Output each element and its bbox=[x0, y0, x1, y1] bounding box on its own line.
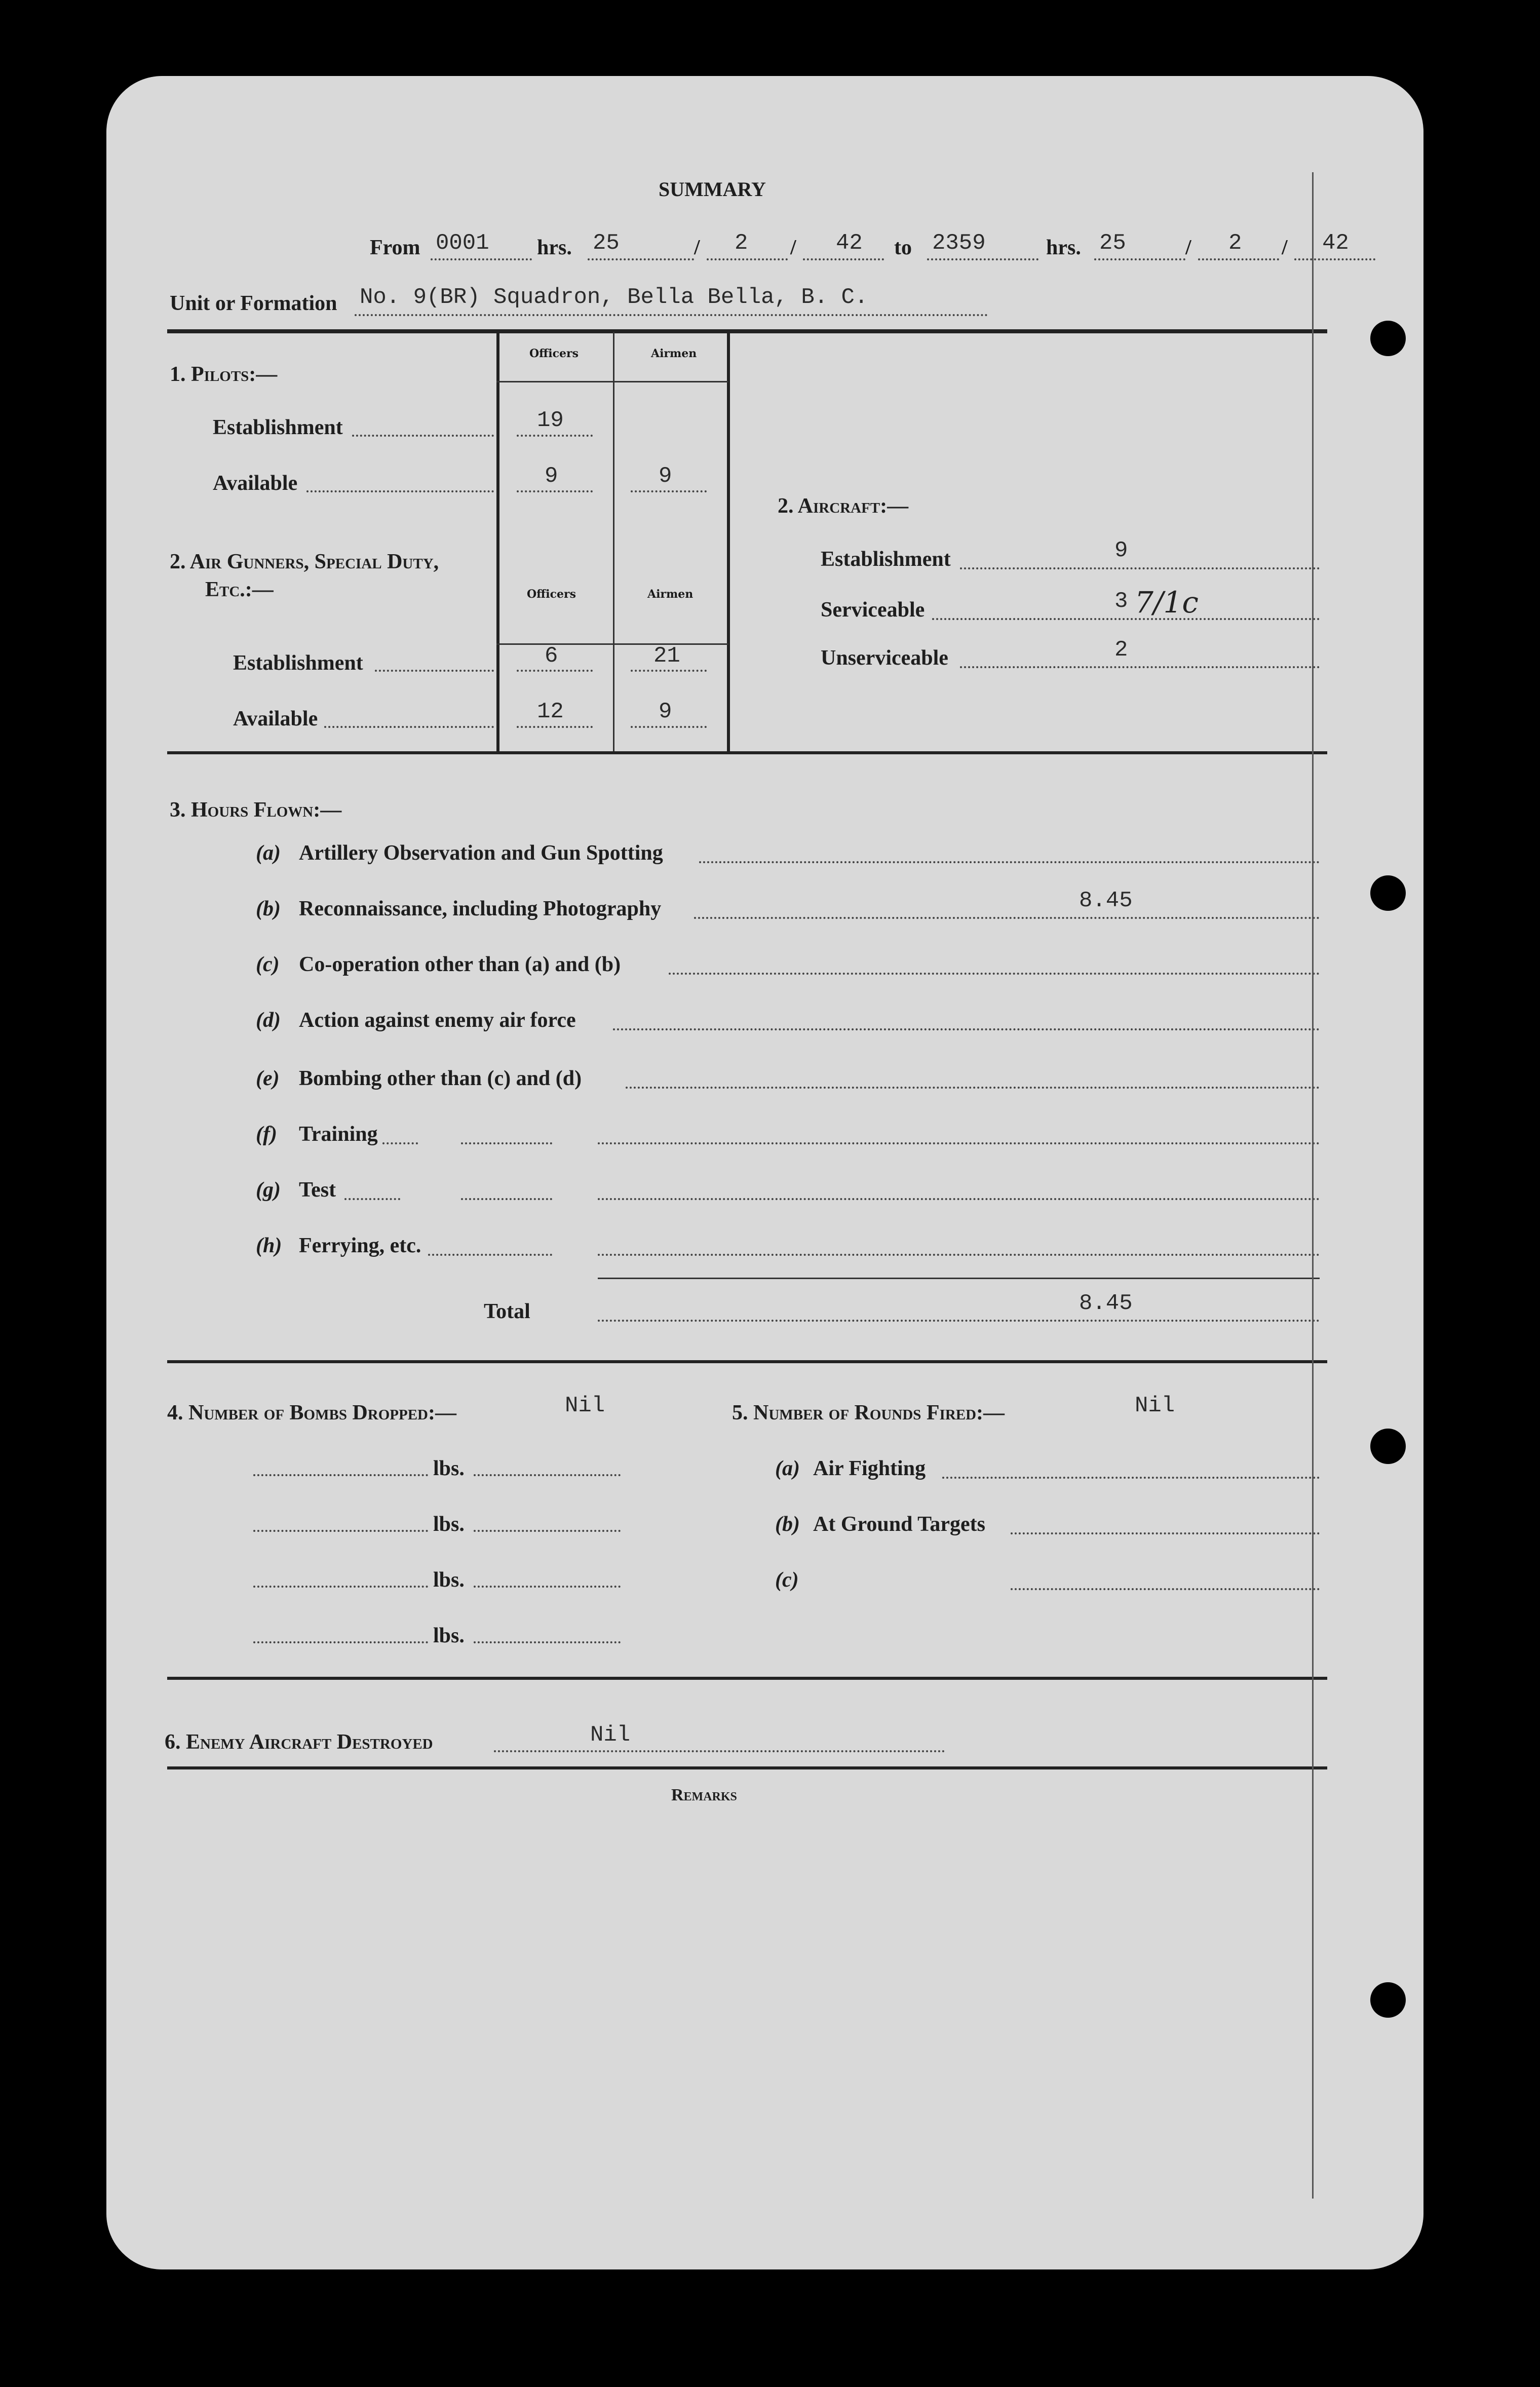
hours-b-value: 8.45 bbox=[1079, 888, 1133, 913]
bombs-value: Nil bbox=[565, 1393, 605, 1418]
summary-form-page: SUMMARY From 0001 hrs. 25 / 2 / 42 to 2359 hrs. 25 / 2 / 42 Unit or Formation No. 9(BR) Squadron, Bella Bella, B. C. Officers Airmen 1. Pilots:— Establishment 19 Available 9 9 2. Air Gunners, Special Duty, Etc.:— Officers Airmen Establishment 6 21 Available 12 9 2. Aircraft:— Establishment 9 Serviceable 3 7/1c Unserviceable 2 3. Hours Flown:— (a) Artillery Observation and Gun Spotting (b) Reconnaissance, including Photography 8.45 (c) Co-operation other than (a) and (b) (d) Action against enemy air force (e) Bombing other than (c) and (d) (f) Training (g) Test (h) Ferrying, etc. Total 8.45 4. Number of Bombs Dropped:— Nil lbs. lbs. lbs. lbs. 5. Number of Rounds Fired:— Nil (a) Air Fighting (b) At Ground Targets (c) 6. Enemy Aircraft Destroyed Nil Remarks bbox=[106, 76, 1423, 2269]
rounds-a-label: Air Fighting bbox=[813, 1457, 926, 1480]
to-month: 2 bbox=[1228, 230, 1242, 256]
to-label: to bbox=[894, 236, 912, 259]
hours-a-label: Artillery Observation and Gun Spotting bbox=[299, 841, 663, 865]
from-month: 2 bbox=[735, 230, 748, 256]
rounds-c-letter: (c) bbox=[775, 1568, 799, 1592]
hours-d-letter: (d) bbox=[256, 1009, 281, 1032]
from-day: 25 bbox=[593, 230, 620, 256]
hours-e-letter: (e) bbox=[256, 1067, 280, 1090]
pilots-establishment-label: Establishment bbox=[213, 416, 343, 439]
aircraft-establishment-label: Establishment bbox=[821, 548, 951, 571]
bombs-unit-1: lbs. bbox=[433, 1457, 465, 1480]
bombs-unit-4: lbs. bbox=[433, 1624, 465, 1647]
pilots-establishment-officers: 19 bbox=[537, 408, 564, 433]
hours-total-value: 8.45 bbox=[1079, 1291, 1133, 1316]
gunners-establishment-airmen: 21 bbox=[653, 643, 680, 669]
gunners-heading-2: Etc.:— bbox=[205, 578, 274, 601]
hours-a-letter: (a) bbox=[256, 841, 281, 865]
enemy-heading: 6. Enemy Aircraft Destroyed bbox=[165, 1730, 433, 1754]
bombs-unit-2: lbs. bbox=[433, 1513, 465, 1536]
gunners-establishment-officers: 6 bbox=[545, 643, 558, 669]
aircraft-heading: 2. Aircraft:— bbox=[778, 494, 909, 518]
pilots-officers-header: Officers bbox=[529, 347, 579, 360]
rounds-b-letter: (b) bbox=[775, 1513, 800, 1536]
aircraft-serviceable-value: 3 bbox=[1114, 589, 1128, 614]
rounds-a-letter: (a) bbox=[775, 1457, 800, 1480]
hours-e-label: Bombing other than (c) and (d) bbox=[299, 1067, 582, 1090]
aircraft-unserviceable-label: Unserviceable bbox=[821, 646, 948, 670]
enemy-value: Nil bbox=[590, 1722, 631, 1748]
gunners-available-label: Available bbox=[233, 707, 318, 730]
hours-heading: 3. Hours Flown:— bbox=[170, 798, 342, 822]
aircraft-serviceable-label: Serviceable bbox=[821, 598, 925, 622]
hours-c-letter: (c) bbox=[256, 953, 280, 976]
hrs-label: hrs. bbox=[537, 236, 572, 259]
from-label: From bbox=[370, 236, 420, 259]
aircraft-unserviceable-value: 2 bbox=[1114, 637, 1128, 663]
binder-hole-3 bbox=[1370, 1429, 1406, 1464]
unit-value: No. 9(BR) Squadron, Bella Bella, B. C. bbox=[360, 285, 868, 310]
remarks-heading: Remarks bbox=[671, 1786, 737, 1804]
to-day: 25 bbox=[1099, 230, 1126, 256]
binder-hole-2 bbox=[1370, 875, 1406, 911]
rounds-b-label: At Ground Targets bbox=[813, 1513, 985, 1536]
pilots-available-officers: 9 bbox=[545, 464, 558, 489]
bombs-unit-3: lbs. bbox=[433, 1568, 465, 1592]
bombs-heading: 4. Number of Bombs Dropped:— bbox=[167, 1401, 456, 1424]
pilots-available-airmen: 9 bbox=[659, 464, 672, 489]
binder-hole-1 bbox=[1370, 321, 1406, 356]
pilots-airmen-header: Airmen bbox=[651, 347, 697, 360]
from-year: 42 bbox=[836, 230, 863, 256]
gunners-establishment-label: Establishment bbox=[233, 651, 363, 675]
hours-f-label: Training bbox=[299, 1123, 378, 1146]
unit-label: Unit or Formation bbox=[170, 292, 337, 315]
hours-c-label: Co-operation other than (a) and (b) bbox=[299, 953, 621, 976]
gunners-heading: 2. Air Gunners, Special Duty, bbox=[170, 550, 439, 573]
hours-d-label: Action against enemy air force bbox=[299, 1009, 576, 1032]
gunners-officers-header: Officers bbox=[527, 588, 576, 601]
hours-h-label: Ferrying, etc. bbox=[299, 1234, 421, 1257]
hours-b-label: Reconnaissance, including Photography bbox=[299, 897, 662, 920]
gunners-available-airmen: 9 bbox=[659, 699, 672, 724]
hours-g-letter: (g) bbox=[256, 1178, 281, 1202]
gunners-available-officers: 12 bbox=[537, 699, 564, 724]
to-year: 42 bbox=[1322, 230, 1349, 256]
hours-b-letter: (b) bbox=[256, 897, 281, 920]
aircraft-establishment-value: 9 bbox=[1114, 538, 1128, 563]
binder-hole-4 bbox=[1370, 1982, 1406, 2018]
to-time: 2359 bbox=[932, 230, 986, 256]
hours-h-letter: (h) bbox=[256, 1234, 282, 1257]
rounds-value: Nil bbox=[1135, 1393, 1175, 1418]
pilots-available-label: Available bbox=[213, 472, 298, 495]
hours-total-label: Total bbox=[484, 1300, 530, 1323]
hours-f-letter: (f) bbox=[256, 1123, 277, 1146]
from-time: 0001 bbox=[436, 230, 489, 256]
pilots-heading: 1. Pilots:— bbox=[170, 363, 278, 386]
page-title: SUMMARY bbox=[659, 178, 766, 201]
rounds-heading: 5. Number of Rounds Fired:— bbox=[732, 1401, 1005, 1424]
gunners-airmen-header: Airmen bbox=[647, 588, 694, 601]
aircraft-serviceable-initials: 7/1c bbox=[1135, 585, 1199, 620]
to-hrs-label: hrs. bbox=[1046, 236, 1081, 259]
hours-g-label: Test bbox=[299, 1178, 336, 1202]
